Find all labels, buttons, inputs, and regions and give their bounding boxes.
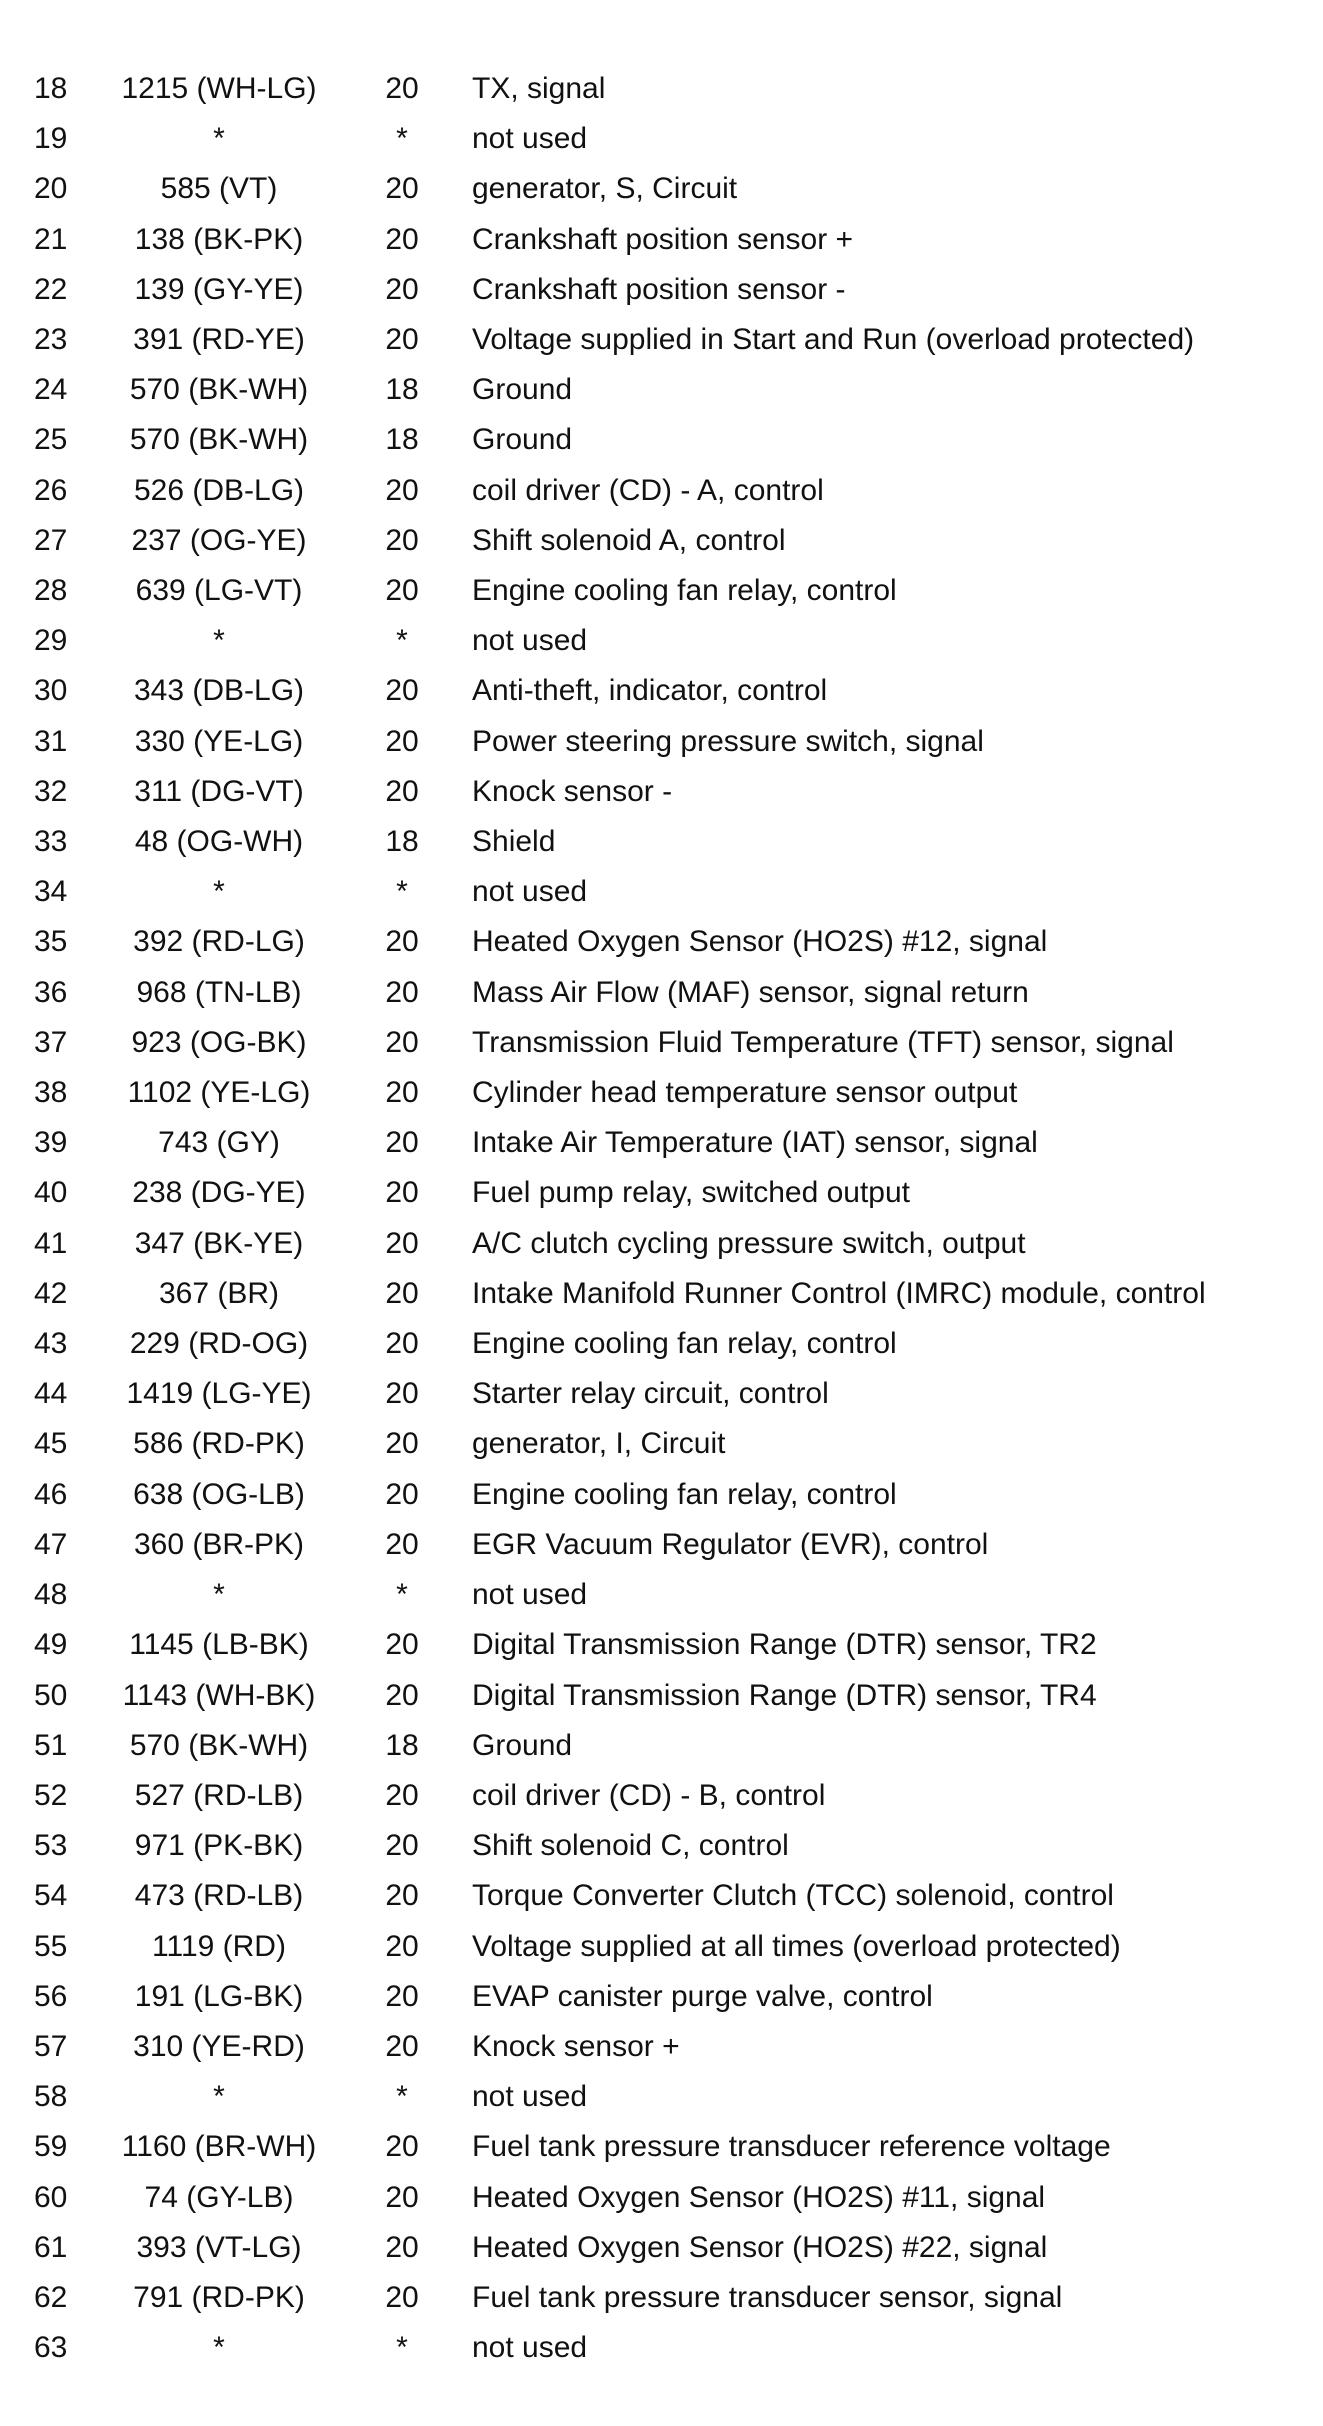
circuit-wire-color: 923 (OG-BK) (131, 1025, 307, 1059)
circuit-function: Ground (472, 373, 573, 407)
circuit-wire-color: 330 (YE-LG) (134, 724, 304, 758)
circuit-wire-color: 570 (BK-WH) (129, 373, 309, 407)
table-row (0, 365, 1323, 415)
circuit-wire-color: 237 (OG-YE) (131, 523, 307, 557)
circuit-function: Shield (472, 825, 556, 859)
circuit-function: generator, S, Circuit (472, 172, 738, 206)
circuit-function: Power steering pressure switch, signal (472, 724, 984, 758)
table-row (0, 114, 1323, 164)
circuit-function: coil driver (CD) - A, control (472, 473, 824, 507)
circuit-function: not used (472, 2080, 588, 2114)
pin-number: 24 (34, 373, 68, 407)
wire-gauge: 20 (385, 1377, 419, 1411)
table-row (0, 1018, 1323, 1068)
table-row (0, 2273, 1323, 2323)
circuit-wire-color: 586 (RD-PK) (133, 1427, 305, 1461)
wire-gauge: 20 (385, 1176, 419, 1210)
circuit-function: Heated Oxygen Sensor (HO2S) #22, signal (472, 2230, 1048, 2264)
circuit-wire-color: 74 (GY-LB) (144, 2180, 294, 2214)
table-row (0, 1570, 1323, 1620)
circuit-wire-color: 229 (RD-OG) (129, 1327, 309, 1361)
circuit-wire-color: 526 (DB-LG) (133, 473, 305, 507)
circuit-wire-color: 48 (OG-WH) (134, 825, 304, 859)
circuit-wire-color: 311 (DG-VT) (134, 774, 304, 808)
pin-number: 48 (34, 1578, 68, 1612)
pinout-rows (0, 64, 1323, 2373)
circuit-wire-color: 585 (VT) (160, 172, 278, 206)
table-row (0, 1721, 1323, 1771)
circuit-wire-color: 392 (RD-LG) (133, 925, 305, 959)
table-row (0, 616, 1323, 666)
circuit-function: Fuel tank pressure transducer sensor, signal (472, 2280, 1063, 2314)
pin-number: 59 (34, 2130, 68, 2164)
pin-number: 58 (34, 2080, 68, 2114)
table-row (0, 1620, 1323, 1670)
circuit-function: not used (472, 624, 588, 658)
circuit-function: Voltage supplied at all times (overload protected) (472, 1929, 1121, 1963)
circuit-function: Starter relay circuit, control (472, 1377, 829, 1411)
table-row (0, 1219, 1323, 1269)
circuit-function: Anti-theft, indicator, control (472, 674, 828, 708)
circuit-function: Engine cooling fan relay, control (472, 1327, 897, 1361)
circuit-function: Knock sensor + (472, 2029, 680, 2063)
circuit-function: not used (472, 875, 588, 909)
circuit-function: Fuel tank pressure transducer reference voltage (472, 2130, 1111, 2164)
wire-gauge: 20 (385, 1226, 419, 1260)
table-row (0, 415, 1323, 465)
circuit-wire-color: 347 (BK-YE) (134, 1226, 304, 1260)
circuit-function: Crankshaft position sensor - (472, 272, 846, 306)
wire-gauge: 20 (385, 1829, 419, 1863)
table-row (0, 1369, 1323, 1419)
circuit-wire-color: * (213, 624, 225, 658)
pin-number: 46 (34, 1477, 68, 1511)
wire-gauge: 20 (385, 1678, 419, 1712)
pin-number: 29 (34, 624, 68, 658)
circuit-wire-color: 393 (VT-LG) (136, 2230, 302, 2264)
wire-gauge: 20 (385, 2280, 419, 2314)
circuit-function: Cylinder head temperature sensor output (472, 1076, 1018, 1110)
pin-number: 44 (34, 1377, 68, 1411)
pin-number: 20 (34, 172, 68, 206)
table-row (0, 817, 1323, 867)
wire-gauge: 20 (385, 2230, 419, 2264)
circuit-function: Intake Air Temperature (IAT) sensor, signal (472, 1126, 1038, 1160)
circuit-wire-color: * (213, 875, 225, 909)
circuit-function: Torque Converter Clutch (TCC) solenoid, control (472, 1879, 1114, 1913)
pin-number: 39 (34, 1126, 68, 1160)
circuit-function: Mass Air Flow (MAF) sensor, signal return (472, 975, 1029, 1009)
wire-gauge: 20 (385, 1477, 419, 1511)
circuit-wire-color: 1215 (WH-LG) (121, 72, 317, 105)
circuit-function: Ground (472, 423, 573, 457)
circuit-wire-color: 638 (OG-LB) (133, 1477, 305, 1511)
wire-gauge: 20 (385, 222, 419, 256)
table-row (0, 767, 1323, 817)
circuit-wire-color: 473 (RD-LB) (134, 1879, 304, 1913)
circuit-function: Shift solenoid C, control (472, 1829, 789, 1863)
circuit-function: Voltage supplied in Start and Run (overload protected) (472, 323, 1195, 357)
table-row (0, 717, 1323, 767)
circuit-function: Ground (472, 1728, 573, 1762)
wire-gauge: * (396, 2331, 408, 2365)
pin-number: 32 (34, 774, 68, 808)
pin-number: 53 (34, 1829, 68, 1863)
pin-number: 57 (34, 2029, 68, 2063)
wire-gauge: 20 (385, 574, 419, 608)
circuit-wire-color: * (213, 2080, 225, 2114)
table-row (0, 2022, 1323, 2072)
circuit-wire-color: 139 (GY-YE) (134, 272, 304, 306)
circuit-wire-color: 343 (DB-LG) (133, 674, 305, 708)
pin-number: 36 (34, 975, 68, 1009)
table-row (0, 1520, 1323, 1570)
wire-gauge: 20 (385, 1979, 419, 2013)
wire-gauge: 20 (385, 1527, 419, 1561)
pin-number: 35 (34, 925, 68, 959)
circuit-wire-color: * (213, 122, 225, 156)
table-row (0, 1922, 1323, 1972)
table-row (0, 1068, 1323, 1118)
pin-number: 41 (34, 1226, 68, 1260)
table-row (0, 666, 1323, 716)
circuit-wire-color: 391 (RD-YE) (133, 323, 305, 357)
wire-gauge: 20 (385, 1327, 419, 1361)
circuit-wire-color: 1102 (YE-LG) (127, 1076, 311, 1110)
circuit-wire-color: 527 (RD-LB) (134, 1778, 304, 1812)
pin-number: 19 (34, 122, 68, 156)
pin-number: 56 (34, 1979, 68, 2013)
circuit-function: EGR Vacuum Regulator (EVR), control (472, 1527, 989, 1561)
wire-gauge: * (396, 2080, 408, 2114)
circuit-wire-color: * (213, 2331, 225, 2365)
table-row (0, 1671, 1323, 1721)
circuit-wire-color: * (213, 1578, 225, 1612)
table-row (0, 164, 1323, 214)
pin-number: 23 (34, 323, 68, 357)
table-row (0, 1168, 1323, 1218)
table-row (0, 968, 1323, 1018)
pin-number: 51 (34, 1728, 68, 1762)
circuit-function: Heated Oxygen Sensor (HO2S) #12, signal (472, 925, 1048, 959)
pin-number: 28 (34, 574, 68, 608)
wire-gauge: 20 (385, 323, 419, 357)
circuit-function: A/C clutch cycling pressure switch, output (472, 1226, 1026, 1260)
table-row (0, 516, 1323, 566)
pin-number: 30 (34, 674, 68, 708)
wire-gauge: 20 (385, 1879, 419, 1913)
table-row (0, 64, 1323, 114)
circuit-wire-color: 570 (BK-WH) (129, 1728, 309, 1762)
table-row (0, 265, 1323, 315)
circuit-function: coil driver (CD) - B, control (472, 1778, 826, 1812)
table-row (0, 867, 1323, 917)
circuit-wire-color: 570 (BK-WH) (129, 423, 309, 457)
table-row (0, 1972, 1323, 2022)
circuit-function: Knock sensor - (472, 774, 673, 808)
table-row (0, 1118, 1323, 1168)
wire-gauge: 20 (385, 1276, 419, 1310)
circuit-function: Intake Manifold Runner Control (IMRC) module, control (472, 1276, 1206, 1310)
circuit-function: EVAP canister purge valve, control (472, 1979, 933, 2013)
table-row (0, 1771, 1323, 1821)
pin-number: 25 (34, 423, 68, 457)
wire-gauge: 20 (385, 2180, 419, 2214)
wire-gauge: 20 (385, 2029, 419, 2063)
circuit-wire-color: 191 (LG-BK) (134, 1979, 304, 2013)
table-row (0, 2072, 1323, 2122)
wire-gauge: 20 (385, 925, 419, 959)
circuit-wire-color: 360 (BR-PK) (133, 1527, 305, 1561)
circuit-wire-color: 1145 (LB-BK) (129, 1628, 309, 1662)
circuit-function: not used (472, 1578, 588, 1612)
table-row (0, 2323, 1323, 2373)
wire-gauge: 20 (385, 1427, 419, 1461)
circuit-wire-color: 367 (BR) (158, 1276, 280, 1310)
circuit-function: Transmission Fluid Temperature (TFT) sensor, signal (472, 1025, 1174, 1059)
circuit-wire-color: 791 (RD-PK) (133, 2280, 305, 2314)
pin-number: 27 (34, 523, 68, 557)
pin-number: 61 (34, 2230, 68, 2264)
wire-gauge: 20 (385, 1076, 419, 1110)
circuit-wire-color: 1119 (RD) (152, 1929, 286, 1963)
pin-number: 31 (34, 724, 68, 758)
wire-gauge: 20 (385, 473, 419, 507)
wire-gauge: 20 (385, 1778, 419, 1812)
table-row (0, 1821, 1323, 1871)
circuit-function: Engine cooling fan relay, control (472, 1477, 897, 1511)
pin-number: 37 (34, 1025, 68, 1059)
circuit-function: Digital Transmission Range (DTR) sensor, TR4 (472, 1678, 1097, 1712)
table-row (0, 1419, 1323, 1469)
pin-number: 33 (34, 825, 68, 859)
wire-gauge: 20 (385, 724, 419, 758)
pin-number: 55 (34, 1929, 68, 1963)
pin-number: 26 (34, 473, 68, 507)
wire-gauge: 20 (385, 172, 419, 206)
circuit-wire-color: 1160 (BR-WH) (121, 2130, 317, 2164)
circuit-function: Fuel pump relay, switched output (472, 1176, 911, 1210)
circuit-wire-color: 971 (PK-BK) (134, 1829, 304, 1863)
wire-gauge: 20 (385, 1126, 419, 1160)
pin-number: 52 (34, 1778, 68, 1812)
pin-number: 45 (34, 1427, 68, 1461)
wire-gauge: 20 (385, 774, 419, 808)
wire-gauge: 18 (385, 423, 419, 457)
circuit-function: Shift solenoid A, control (472, 523, 786, 557)
wire-gauge: 20 (385, 975, 419, 1009)
table-row (0, 215, 1323, 265)
table-row (0, 1871, 1323, 1921)
table-row (0, 315, 1323, 365)
circuit-wire-color: 1143 (WH-BK) (122, 1678, 316, 1712)
table-row (0, 566, 1323, 616)
pin-number: 62 (34, 2280, 68, 2314)
connector-pinout-table (0, 64, 1323, 2373)
wire-gauge: 18 (385, 1728, 419, 1762)
pin-number: 63 (34, 2331, 68, 2365)
pin-number: 60 (34, 2180, 68, 2214)
wire-gauge: 20 (385, 272, 419, 306)
circuit-function: Heated Oxygen Sensor (HO2S) #11, signal (472, 2180, 1046, 2214)
pin-number: 38 (34, 1076, 68, 1110)
wire-gauge: 20 (385, 1628, 419, 1662)
circuit-wire-color: 238 (DG-YE) (132, 1176, 306, 1210)
wire-gauge: 18 (385, 825, 419, 859)
pin-number: 49 (34, 1628, 68, 1662)
pin-number: 22 (34, 272, 68, 306)
wire-gauge: 20 (385, 674, 419, 708)
circuit-function: not used (472, 122, 588, 156)
wire-gauge: 20 (385, 1929, 419, 1963)
wire-gauge: * (396, 122, 408, 156)
wire-gauge: * (396, 1578, 408, 1612)
circuit-wire-color: 1419 (LG-YE) (126, 1377, 312, 1411)
wire-gauge: 20 (385, 1025, 419, 1059)
wire-gauge: 20 (385, 2130, 419, 2164)
circuit-wire-color: 743 (GY) (158, 1126, 280, 1160)
table-row (0, 466, 1323, 516)
table-row (0, 1269, 1323, 1319)
pin-number: 47 (34, 1527, 68, 1561)
pin-number: 34 (34, 875, 68, 909)
pin-number: 43 (34, 1327, 68, 1361)
circuit-wire-color: 138 (BK-PK) (134, 222, 304, 256)
table-row (0, 1470, 1323, 1520)
table-row (0, 2223, 1323, 2273)
table-row (0, 1319, 1323, 1369)
wire-gauge: 18 (385, 373, 419, 407)
pin-number: 50 (34, 1678, 68, 1712)
pin-number: 21 (34, 222, 68, 256)
circuit-wire-color: 310 (YE-RD) (133, 2029, 305, 2063)
pin-number: 40 (34, 1176, 68, 1210)
circuit-function: generator, I, Circuit (472, 1427, 726, 1461)
pin-number: 42 (34, 1276, 68, 1310)
circuit-function: Crankshaft position sensor + (472, 222, 854, 256)
wire-gauge: * (396, 875, 408, 909)
wire-gauge: 20 (385, 523, 419, 557)
circuit-function: Engine cooling fan relay, control (472, 574, 897, 608)
table-row (0, 2173, 1323, 2223)
wire-gauge: 20 (385, 72, 419, 105)
circuit-function: TX, signal (472, 72, 606, 105)
table-row (0, 917, 1323, 967)
wire-gauge: * (396, 624, 408, 658)
pin-number: 18 (34, 72, 68, 105)
circuit-wire-color: 968 (TN-LB) (136, 975, 302, 1009)
table-row (0, 2122, 1323, 2172)
pin-number: 54 (34, 1879, 68, 1913)
circuit-function: not used (472, 2331, 588, 2365)
circuit-function: Digital Transmission Range (DTR) sensor, TR2 (472, 1628, 1097, 1662)
circuit-wire-color: 639 (LG-VT) (135, 574, 303, 608)
